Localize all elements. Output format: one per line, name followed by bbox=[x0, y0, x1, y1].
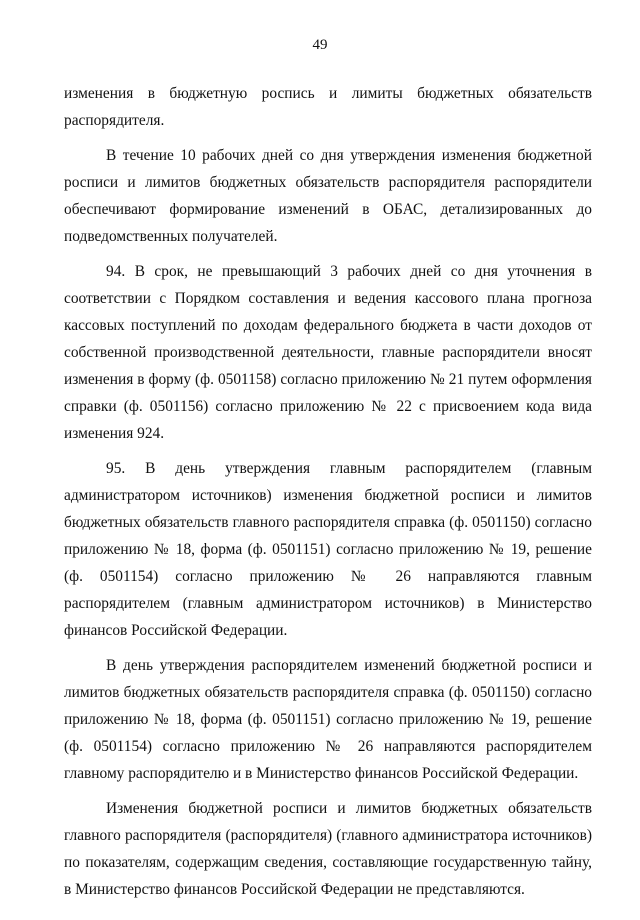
page-number: 49 bbox=[312, 37, 328, 53]
paragraph-94: 94. В срок, не превышающий 3 рабочих дней со дня уточнения в соответствии с Порядком составления и ведения кассового плана прогноза кассовых поступлений по доходам федерального бюджета в части доходов от собственной производственной деятельности, главные распорядители вносят изменения в форму (ф. 0501158) согласно приложению № 21 путем оформления справки (ф. 0501156) согласно приложению № 22 с присвоением кода вида изменения 924. bbox=[64, 263, 592, 442]
document-body bbox=[64, 80, 592, 911]
paragraph-continuation: изменения в бюджетную роспись и лимиты бюджетных обязательств распорядителя. bbox=[64, 85, 592, 129]
paragraph-95: 95. В день утверждения главным распорядителем (главным администратором источников) изменения бюджетной росписи и лимитов бюджетных обязательств главного распорядителя справка (ф. 0501150) согласно приложению № 18, форма (ф. 0501151) согласно приложению № 19, решение (ф. 0501154) согласно приложению № 26 направляются главным распорядителем (главным администратором источников) в Министерство финансов Российской Федерации. bbox=[64, 460, 592, 639]
paragraph-state-secret: Изменения бюджетной росписи и лимитов бюджетных обязательств главного распорядителя (распорядителя) (главного администратора источников) по показателям, содержащим сведения, составляющие государственную тайну, в Министерство финансов Российской Федерации не представляются. bbox=[64, 800, 592, 898]
paragraph-distributor-changes: В день утверждения распорядителем изменений бюджетной росписи и лимитов бюджетных обязательств распорядителя справка (ф. 0501150) согласно приложению № 18, форма (ф. 0501151) согласно приложению № 19, решение (ф. 0501154) согласно приложению № 26 направляются распорядителем главному распорядителю и в Министерство финансов Российской Федерации. bbox=[64, 657, 592, 782]
paragraph-10-days: В течение 10 рабочих дней со дня утверждения изменения бюджетной росписи и лимитов бюджетных обязательств распорядителя распорядители обеспечивают формирование изменений в ОБАС, детализированных до подведомственных получателей. bbox=[64, 147, 592, 245]
